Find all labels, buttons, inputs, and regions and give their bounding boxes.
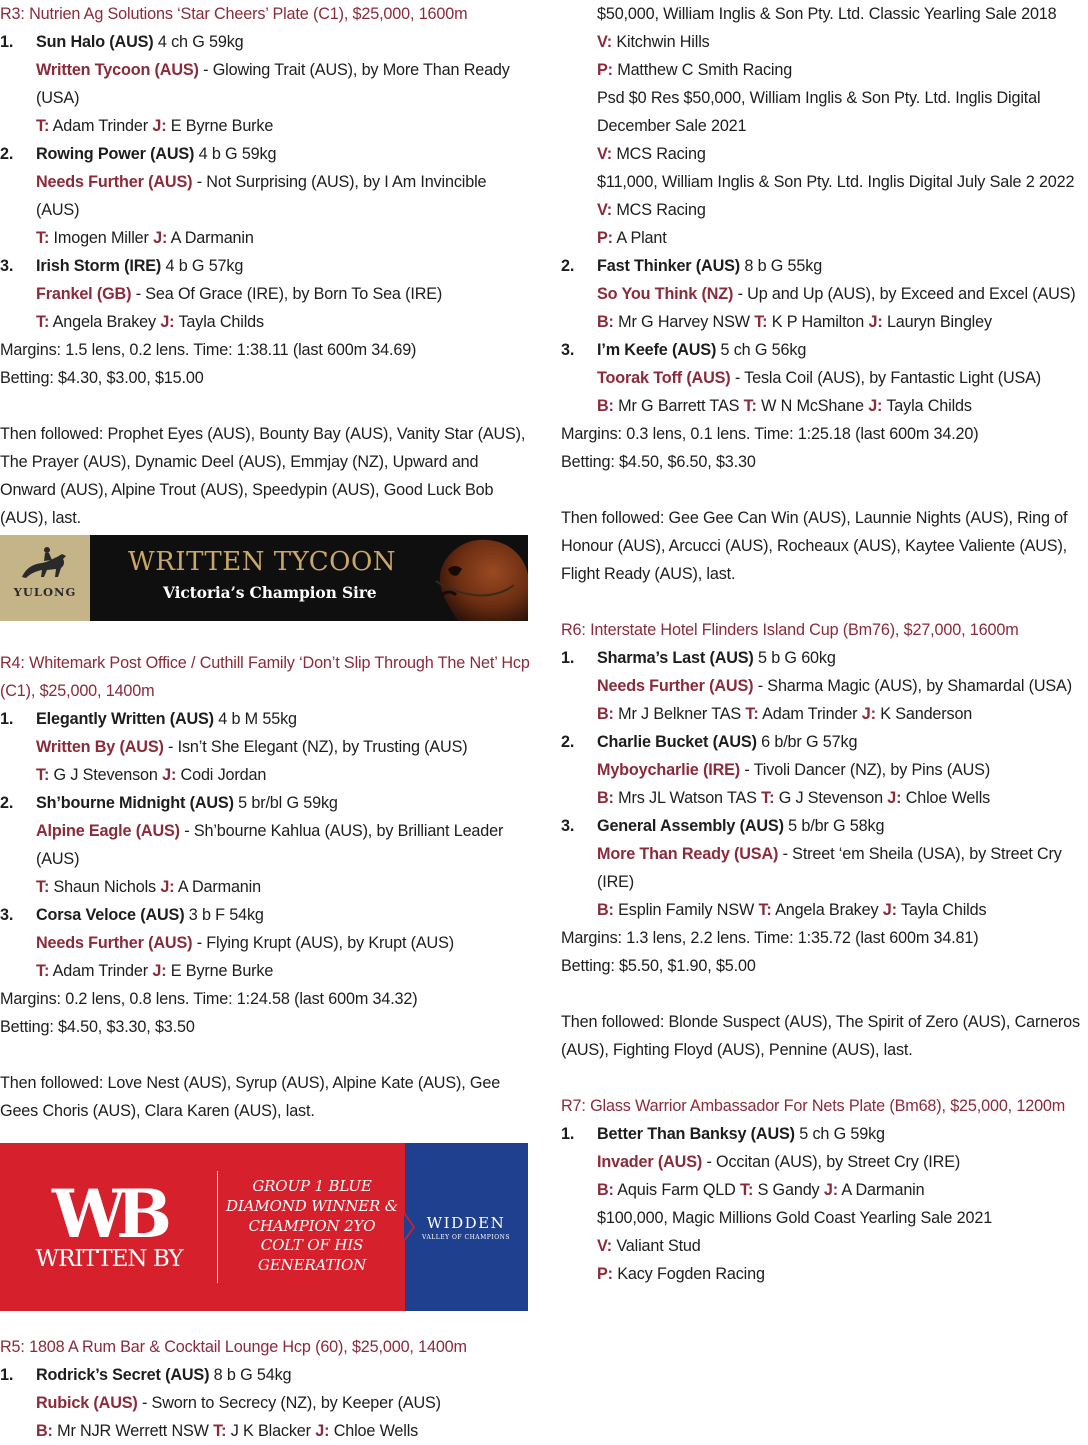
trainer-name: Angela Brakey	[49, 313, 161, 331]
trainer-name: Shaun Nichols	[49, 878, 161, 896]
place-number: 3.	[0, 257, 14, 275]
jockey-name: Lauryn Bingley	[882, 313, 992, 331]
breeder-label: B:	[597, 901, 614, 919]
trainer-label: T:	[745, 705, 759, 723]
result-entry	[561, 812, 1088, 924]
horse-name: Sh’bourne Midnight (AUS)	[36, 794, 234, 812]
breeder-name: Esplin Family NSW	[613, 901, 759, 919]
trainer-name: G J Stevenson	[774, 789, 888, 807]
trainer-label: T:	[754, 313, 768, 331]
horse-name: I’m Keefe (AUS)	[597, 341, 717, 359]
trainer-label: T:	[36, 962, 50, 980]
race-title: R5: 1808 A Rum Bar & Cocktail Lounge Hcp (60), $25,000, 1400m	[0, 1338, 467, 1356]
breeder-label: B:	[597, 1181, 614, 1199]
purchaser-name: Matthew C Smith Racing	[612, 61, 793, 79]
horse-details: 8 b G 55kg	[740, 257, 823, 275]
sire-name: Invader (AUS)	[597, 1153, 703, 1171]
dam-line: - Tesla Coil (AUS), by Fantastic Light (USA)	[730, 369, 1042, 387]
widden-logo-panel	[404, 1143, 528, 1311]
horse-details: 5 ch G 59kg	[794, 1125, 885, 1143]
horse-name: Rodrick’s Secret (AUS)	[36, 1366, 210, 1384]
race-title: R3: Nutrien Ag Solutions ‘Star Cheers’ Plate (C1), $25,000, 1600m	[0, 5, 468, 23]
jockey-name: Codi Jordan	[176, 766, 267, 784]
widden-logo-text: WIDDEN	[426, 1214, 506, 1232]
result-entry	[0, 705, 532, 789]
sire-name: Myboycharlie (IRE)	[597, 761, 741, 779]
jockey-name: Chloe Wells	[329, 1422, 419, 1440]
jockey-label: J:	[868, 313, 883, 331]
jockey-label: J:	[152, 962, 167, 980]
place-number: 3.	[561, 817, 575, 835]
breeder-label: B:	[597, 397, 614, 415]
left-column	[0, 0, 532, 1445]
dam-line: - Occitan (AUS), by Street Cry (IRE)	[702, 1153, 961, 1171]
trainer-label: T:	[36, 117, 50, 135]
dam-line: - Up and Up (AUS), by Exceed and Excel (AUS)	[733, 285, 1076, 303]
breeder-name: Mr NJR Werrett NSW	[52, 1422, 214, 1440]
race-margins: Margins: 1.5 lens, 0.2 lens. Time: 1:38.11 (last 600m 34.69)	[0, 341, 417, 359]
horse-details: 8 b G 54kg	[209, 1366, 292, 1384]
jockey-name: Chloe Wells	[901, 789, 991, 807]
jockey-label: J:	[160, 878, 175, 896]
race-margins: Margins: 0.3 lens, 0.1 lens. Time: 1:25.18 (last 600m 34.20)	[561, 425, 979, 443]
trainer-name: Adam Trinder	[758, 705, 862, 723]
result-entry	[561, 1120, 1088, 1288]
trainer-name: S Gandy	[753, 1181, 824, 1199]
place-number: 2.	[561, 257, 575, 275]
jockey-name: Tayla Childs	[174, 313, 264, 331]
horse-details: 4 b M 55kg	[213, 710, 297, 728]
breeder-name: Aquis Farm QLD	[613, 1181, 741, 1199]
jockey-name: Tayla Childs	[882, 397, 972, 415]
result-entry	[0, 252, 532, 336]
sire-name: Needs Further (AUS)	[597, 677, 754, 695]
sale-history: $50,000, William Inglis & Son Pty. Ltd. Classic Yearling Sale 2018	[597, 5, 1057, 23]
right-column	[561, 0, 1088, 1288]
purchaser-label: P:	[597, 229, 613, 247]
breeder-name: Mrs JL Watson TAS	[613, 789, 762, 807]
race-betting: Betting: $4.50, $6.50, $3.30	[561, 453, 756, 471]
trainer-label: T:	[743, 397, 757, 415]
race-betting: Betting: $4.30, $3.00, $15.00	[0, 369, 204, 387]
sale-history: $11,000, William Inglis & Son Pty. Ltd. Inglis Digital July Sale 2 2022	[597, 173, 1075, 191]
race-title: R6: Interstate Hotel Flinders Island Cup (Bm76), $27,000, 1600m	[561, 621, 1019, 639]
jockey-label: J:	[861, 705, 876, 723]
trainer-name: Imogen Miller	[49, 229, 154, 247]
sale-history: $100,000, Magic Millions Gold Coast Yearling Sale 2021	[597, 1209, 993, 1227]
trainer-name: J K Blacker	[226, 1422, 316, 1440]
dam-line: - Sh’bourne Kahlua (AUS), by Brilliant Leader (AUS)	[36, 822, 504, 868]
result-entry	[0, 1361, 532, 1445]
place-number: 2.	[561, 733, 575, 751]
banner-tagline: GROUP 1 BLUE DIAMOND WINNER & CHAMPION 2YO COLT OF HIS GENERATION	[226, 1177, 398, 1275]
jockey-label: J:	[887, 789, 902, 807]
jockey-label: J:	[882, 901, 897, 919]
result-entry	[0, 901, 532, 985]
sire-name: Alpine Eagle (AUS)	[36, 822, 180, 840]
place-number: 1.	[0, 33, 14, 51]
breeder-label: B:	[36, 1422, 53, 1440]
place-number: 1.	[561, 649, 575, 667]
jockey-label: J:	[315, 1422, 330, 1440]
horse-name: Better Than Banksy (AUS)	[597, 1125, 795, 1143]
horse-details: 4 b G 57kg	[161, 257, 244, 275]
jockey-label: J:	[868, 397, 883, 415]
then-followed: Then followed: Gee Gee Can Win (AUS), Launnie Nights (AUS), Ring of Honour (AUS), Arcucci (AUS), Rocheaux (AUS), Kaytee Valiente (AUS), Flight Ready (AUS), last.	[561, 509, 1068, 583]
purchaser-line	[597, 1260, 1088, 1288]
sire-name: So You Think (NZ)	[597, 285, 734, 303]
trainer-label: T:	[761, 789, 775, 807]
trainer-name: Angela Brakey	[771, 901, 883, 919]
trainer-label: T:	[36, 229, 50, 247]
horse-name: Irish Storm (IRE)	[36, 257, 162, 275]
vendor-line	[561, 28, 1088, 56]
place-number: 2.	[0, 145, 14, 163]
jockey-name: Tayla Childs	[896, 901, 987, 919]
horse-details: 5 br/bl G 59kg	[233, 794, 338, 812]
dam-line: - Not Surprising (AUS), by I Am Invincible (AUS)	[36, 173, 487, 219]
then-followed: Then followed: Love Nest (AUS), Syrup (AUS), Alpine Kate (AUS), Gee Gees Choris (AUS), Clara Karen (AUS), last.	[0, 1074, 501, 1120]
jockey-name: E Byrne Burke	[166, 962, 274, 980]
vendor-label: V:	[597, 33, 612, 51]
sire-name: More Than Ready (USA)	[597, 845, 779, 863]
then-followed: Then followed: Blonde Suspect (AUS), The Spirit of Zero (AUS), Carneros (AUS), Fighting Floyd (AUS), Pennine (AUS), last.	[561, 1013, 1080, 1059]
written-by-wordmark: WRITTEN BY	[35, 1246, 183, 1272]
vendor-line	[561, 196, 1088, 224]
sire-name: Toorak Toff (AUS)	[597, 369, 731, 387]
vendor-name: Valiant Stud	[612, 1237, 701, 1255]
result-entry	[0, 789, 532, 901]
yulong-logo-text: YULONG	[13, 585, 77, 599]
dam-line: - Flying Krupt (AUS), by Krupt (AUS)	[192, 934, 454, 952]
widden-logo-subtext: VALLEY OF CHAMPIONS	[422, 1234, 510, 1241]
vendor-name: MCS Racing	[612, 201, 706, 219]
dam-line: - Street ‘em Sheila (USA), by Street Cry (IRE)	[597, 845, 1062, 891]
race-margins: Margins: 0.2 lens, 0.8 lens. Time: 1:24.58 (last 600m 34.32)	[0, 990, 418, 1008]
jockey-horse-icon	[0, 535, 90, 585]
trainer-name: Adam Trinder	[49, 962, 153, 980]
sire-name: Rubick (AUS)	[36, 1394, 138, 1412]
purchaser-line	[561, 224, 1088, 252]
result-entry	[561, 728, 1088, 812]
jockey-label: J:	[153, 229, 168, 247]
horse-name: Rowing Power (AUS)	[36, 145, 195, 163]
written-by-banner[interactable]	[0, 1143, 528, 1311]
race-title: R7: Glass Warrior Ambassador For Nets Plate (Bm68), $25,000, 1200m	[561, 1097, 1066, 1115]
horse-details: 6 b/br G 57kg	[756, 733, 858, 751]
banner-subtitle: Victoria’s Champion Sire	[163, 583, 377, 602]
trainer-name: Adam Trinder	[49, 117, 153, 135]
horse-name: Charlie Bucket (AUS)	[597, 733, 757, 751]
vendor-line	[597, 1232, 1088, 1260]
horse-name: Sun Halo (AUS)	[36, 33, 154, 51]
jockey-label: J:	[823, 1181, 838, 1199]
trainer-label: T:	[36, 878, 50, 896]
horse-name: Sharma’s Last (AUS)	[597, 649, 754, 667]
trainer-label: T:	[36, 766, 50, 784]
horse-photo	[418, 535, 528, 621]
vendor-name: MCS Racing	[612, 145, 706, 163]
yulong-logo	[0, 535, 90, 621]
jockey-label: J:	[152, 117, 167, 135]
sire-name: Needs Further (AUS)	[36, 173, 193, 191]
vendor-line	[561, 140, 1088, 168]
place-number: 3.	[561, 341, 575, 359]
written-tycoon-banner[interactable]	[0, 535, 528, 621]
trainer-name: W N McShane	[756, 397, 869, 415]
horse-details: 4 ch G 59kg	[153, 33, 244, 51]
vendor-label: V:	[597, 201, 612, 219]
breeder-label: B:	[597, 705, 614, 723]
place-number: 3.	[0, 906, 14, 924]
breeder-label: B:	[597, 313, 614, 331]
dam-line: - Sharma Magic (AUS), by Shamardal (USA)	[753, 677, 1072, 695]
trainer-label: T:	[758, 901, 772, 919]
dam-line: - Isn’t She Elegant (NZ), by Trusting (AUS)	[163, 738, 468, 756]
result-entry	[0, 28, 532, 140]
place-number: 1.	[0, 710, 14, 728]
sale-history: Psd $0 Res $50,000, William Inglis & Son Pty. Ltd. Inglis Digital December Sale 2021	[597, 89, 1041, 135]
banner-title: WRITTEN TYCOON	[128, 547, 397, 577]
written-by-monogram: WB	[52, 1175, 162, 1253]
horse-details: 5 b G 60kg	[753, 649, 836, 667]
purchaser-name: A Plant	[612, 229, 667, 247]
trainer-label: T:	[740, 1181, 754, 1199]
breeder-name: Mr G Barrett TAS	[613, 397, 744, 415]
purchaser-line	[561, 56, 1088, 84]
jockey-name: K Sanderson	[875, 705, 973, 723]
trainer-label: T:	[36, 313, 50, 331]
dam-line: - Sworn to Secrecy (NZ), by Keeper (AUS)	[137, 1394, 441, 1412]
sire-name: Frankel (GB)	[36, 285, 132, 303]
sire-name: Written By (AUS)	[36, 738, 164, 756]
breeder-name: Mr J Belkner TAS	[613, 705, 746, 723]
result-entry	[561, 336, 1088, 420]
dam-line: - Glowing Trait (AUS), by More Than Ready (USA)	[36, 61, 510, 107]
result-entry	[0, 140, 532, 252]
vendor-label: V:	[597, 145, 612, 163]
race-margins: Margins: 1.3 lens, 2.2 lens. Time: 1:35.72 (last 600m 34.81)	[561, 929, 979, 947]
purchaser-name: Kacy Fogden Racing	[612, 1265, 765, 1283]
purchaser-label: P:	[597, 1265, 613, 1283]
vendor-label: V:	[597, 1237, 612, 1255]
trainer-name: G J Stevenson	[49, 766, 163, 784]
result-entry	[561, 252, 1088, 336]
horse-name: Fast Thinker (AUS)	[597, 257, 741, 275]
jockey-name: A Darmanin	[837, 1181, 925, 1199]
horse-name: Corsa Veloce (AUS)	[36, 906, 185, 924]
horse-details: 4 b G 59kg	[194, 145, 277, 163]
place-number: 1.	[0, 1366, 14, 1384]
race-title: R4: Whitemark Post Office / Cuthill Family ‘Don’t Slip Through The Net’ Hcp (C1), $25,000, 1400m	[0, 654, 530, 700]
result-entry	[561, 644, 1088, 728]
breeder-name: Mr G Harvey NSW	[613, 313, 755, 331]
dam-line: - Tivoli Dancer (NZ), by Pins (AUS)	[740, 761, 991, 779]
race-betting: Betting: $5.50, $1.90, $5.00	[561, 957, 756, 975]
breeder-label: B:	[597, 789, 614, 807]
jockey-name: A Darmanin	[174, 878, 261, 896]
place-number: 1.	[561, 1125, 575, 1143]
horse-name: Elegantly Written (AUS)	[36, 710, 214, 728]
banner-divider	[217, 1171, 218, 1283]
sire-name: Written Tycoon (AUS)	[36, 61, 199, 79]
jockey-name: E Byrne Burke	[166, 117, 274, 135]
trainer-label: T:	[213, 1422, 227, 1440]
race-betting: Betting: $4.50, $3.30, $3.50	[0, 1018, 195, 1036]
horse-details: 3 b F 54kg	[184, 906, 264, 924]
sire-name: Needs Further (AUS)	[36, 934, 193, 952]
vendor-name: Kitchwin Hills	[612, 33, 710, 51]
jockey-label: J:	[162, 766, 177, 784]
trainer-name: K P Hamilton	[767, 313, 869, 331]
horse-details: 5 b/br G 58kg	[783, 817, 885, 835]
jockey-label: J:	[160, 313, 175, 331]
horse-details: 5 ch G 56kg	[716, 341, 807, 359]
place-number: 2.	[0, 794, 14, 812]
jockey-name: A Darmanin	[167, 229, 254, 247]
dam-line: - Sea Of Grace (IRE), by Born To Sea (IRE)	[131, 285, 443, 303]
horse-name: General Assembly (AUS)	[597, 817, 784, 835]
then-followed: Then followed: Prophet Eyes (AUS), Bounty Bay (AUS), Vanity Star (AUS), The Prayer (AUS), Dynamic Deel (AUS), Emmjay (NZ), Upward and Onward (AUS), Alpine Trout (AUS), Speedypin (AUS), Good Luck Bob (AUS), last.	[0, 425, 526, 527]
purchaser-label: P:	[597, 61, 613, 79]
